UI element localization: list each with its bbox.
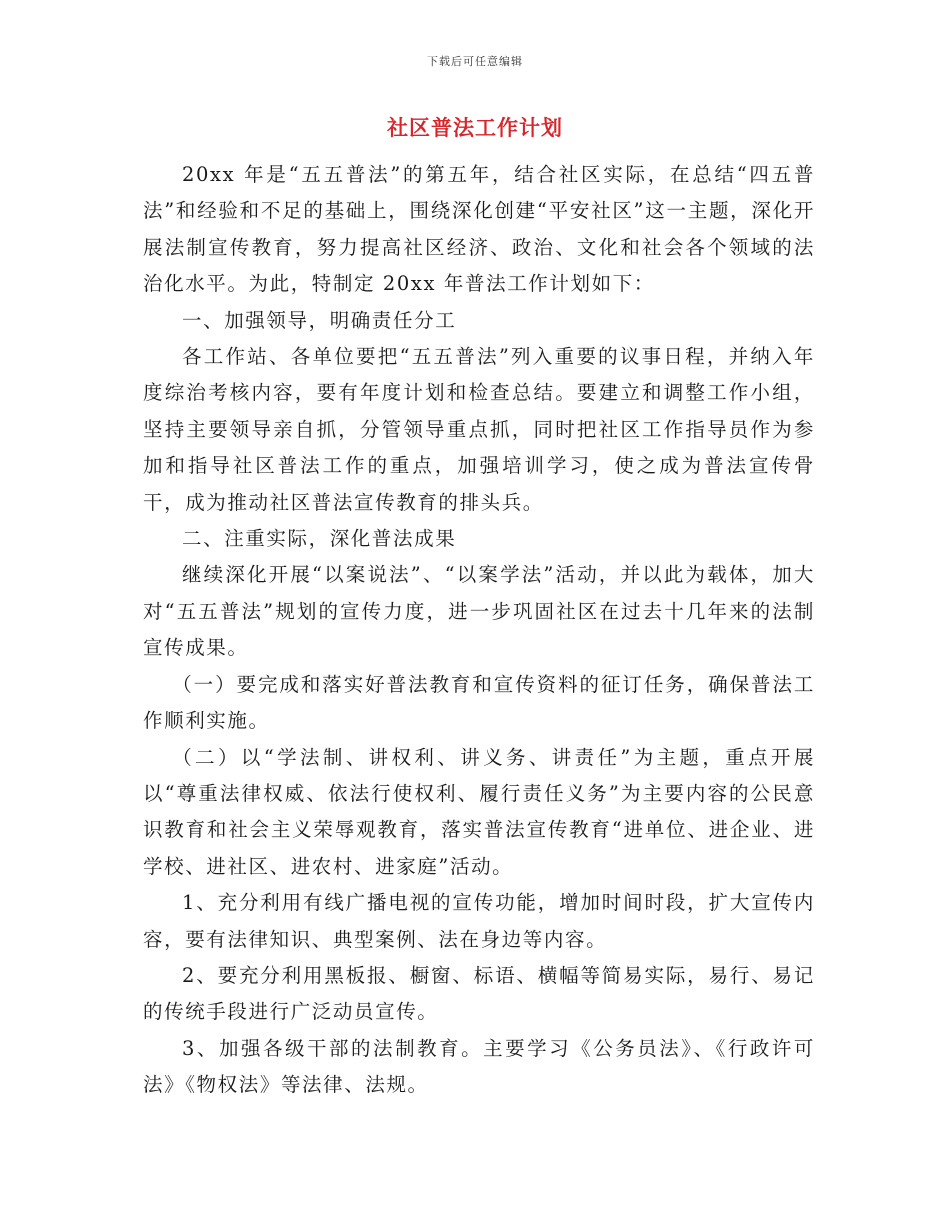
item-2-paragraph: 2、要充分利用黑板报、橱窗、标语、横幅等简易实际，易行、易记的传统手段进行广泛动员宣传。 [143, 963, 815, 1024]
header-note: 下载后可任意编辑 [427, 55, 523, 68]
section-heading-1: 一、加强领导，明确责任分工 [182, 308, 457, 332]
subsection-2-paragraph: （二）以“学法制、讲权利、讲义务、讲责任”为主题，重点开展以“尊重法律权威、依法行使权利、履行责任义务”为主要内容的公民意识教育和社会主义荣辱观教育，落实普法宣传教育“进单位、进企业、进学校、进社区、进农村、进家庭”活动。 [143, 745, 815, 878]
section-2-paragraph: 继续深化开展“以案说法”、“以案学法”活动，并以此为载体，加大对“五五普法”规划的宣传力度，进一步巩固社区在过去十几年来的法制宣传成果。 [143, 563, 815, 660]
section-heading-2: 二、注重实际，深化普法成果 [182, 527, 457, 551]
item-1-paragraph: 1、充分利用有线广播电视的宣传功能，增加时间时段，扩大宣传内容，要有法律知识、典型案例、法在身边等内容。 [143, 891, 815, 951]
intro-paragraph: 20xx 年是“五五普法”的第五年，结合社区实际，在总结“四五普法”和经验和不足的基础上，围绕深化创建“平安社区”这一主题，深化开展法制宣传教育，努力提高社区经济、政治、文化和社会各个领域的法治化水平。为此，特制定 20xx 年普法工作计划如下： [143, 163, 815, 296]
document-body [143, 157, 815, 1104]
subsection-1-paragraph: （一）要完成和落实好普法教育和宣传资料的征订任务，确保普法工作顺利实施。 [143, 672, 815, 733]
document-title: 社区普法工作计划 [387, 115, 563, 140]
item-3-paragraph: 3、加强各级干部的法制教育。主要学习《公务员法》、《行政许可法》《物权法》等法律、法规。 [143, 1036, 815, 1097]
section-1-paragraph: 各工作站、各单位要把“五五普法”列入重要的议事日程，并纳入年度综治考核内容，要有年度计划和检查总结。要建立和调整工作小组，坚持主要领导亲自抓，分管领导重点抓，同时把社区工作指导员作为参加和指导社区普法工作的重点，加强培训学习，使之成为普法宣传骨干，成为推动社区普法宣传教育的排头兵。 [143, 345, 815, 514]
